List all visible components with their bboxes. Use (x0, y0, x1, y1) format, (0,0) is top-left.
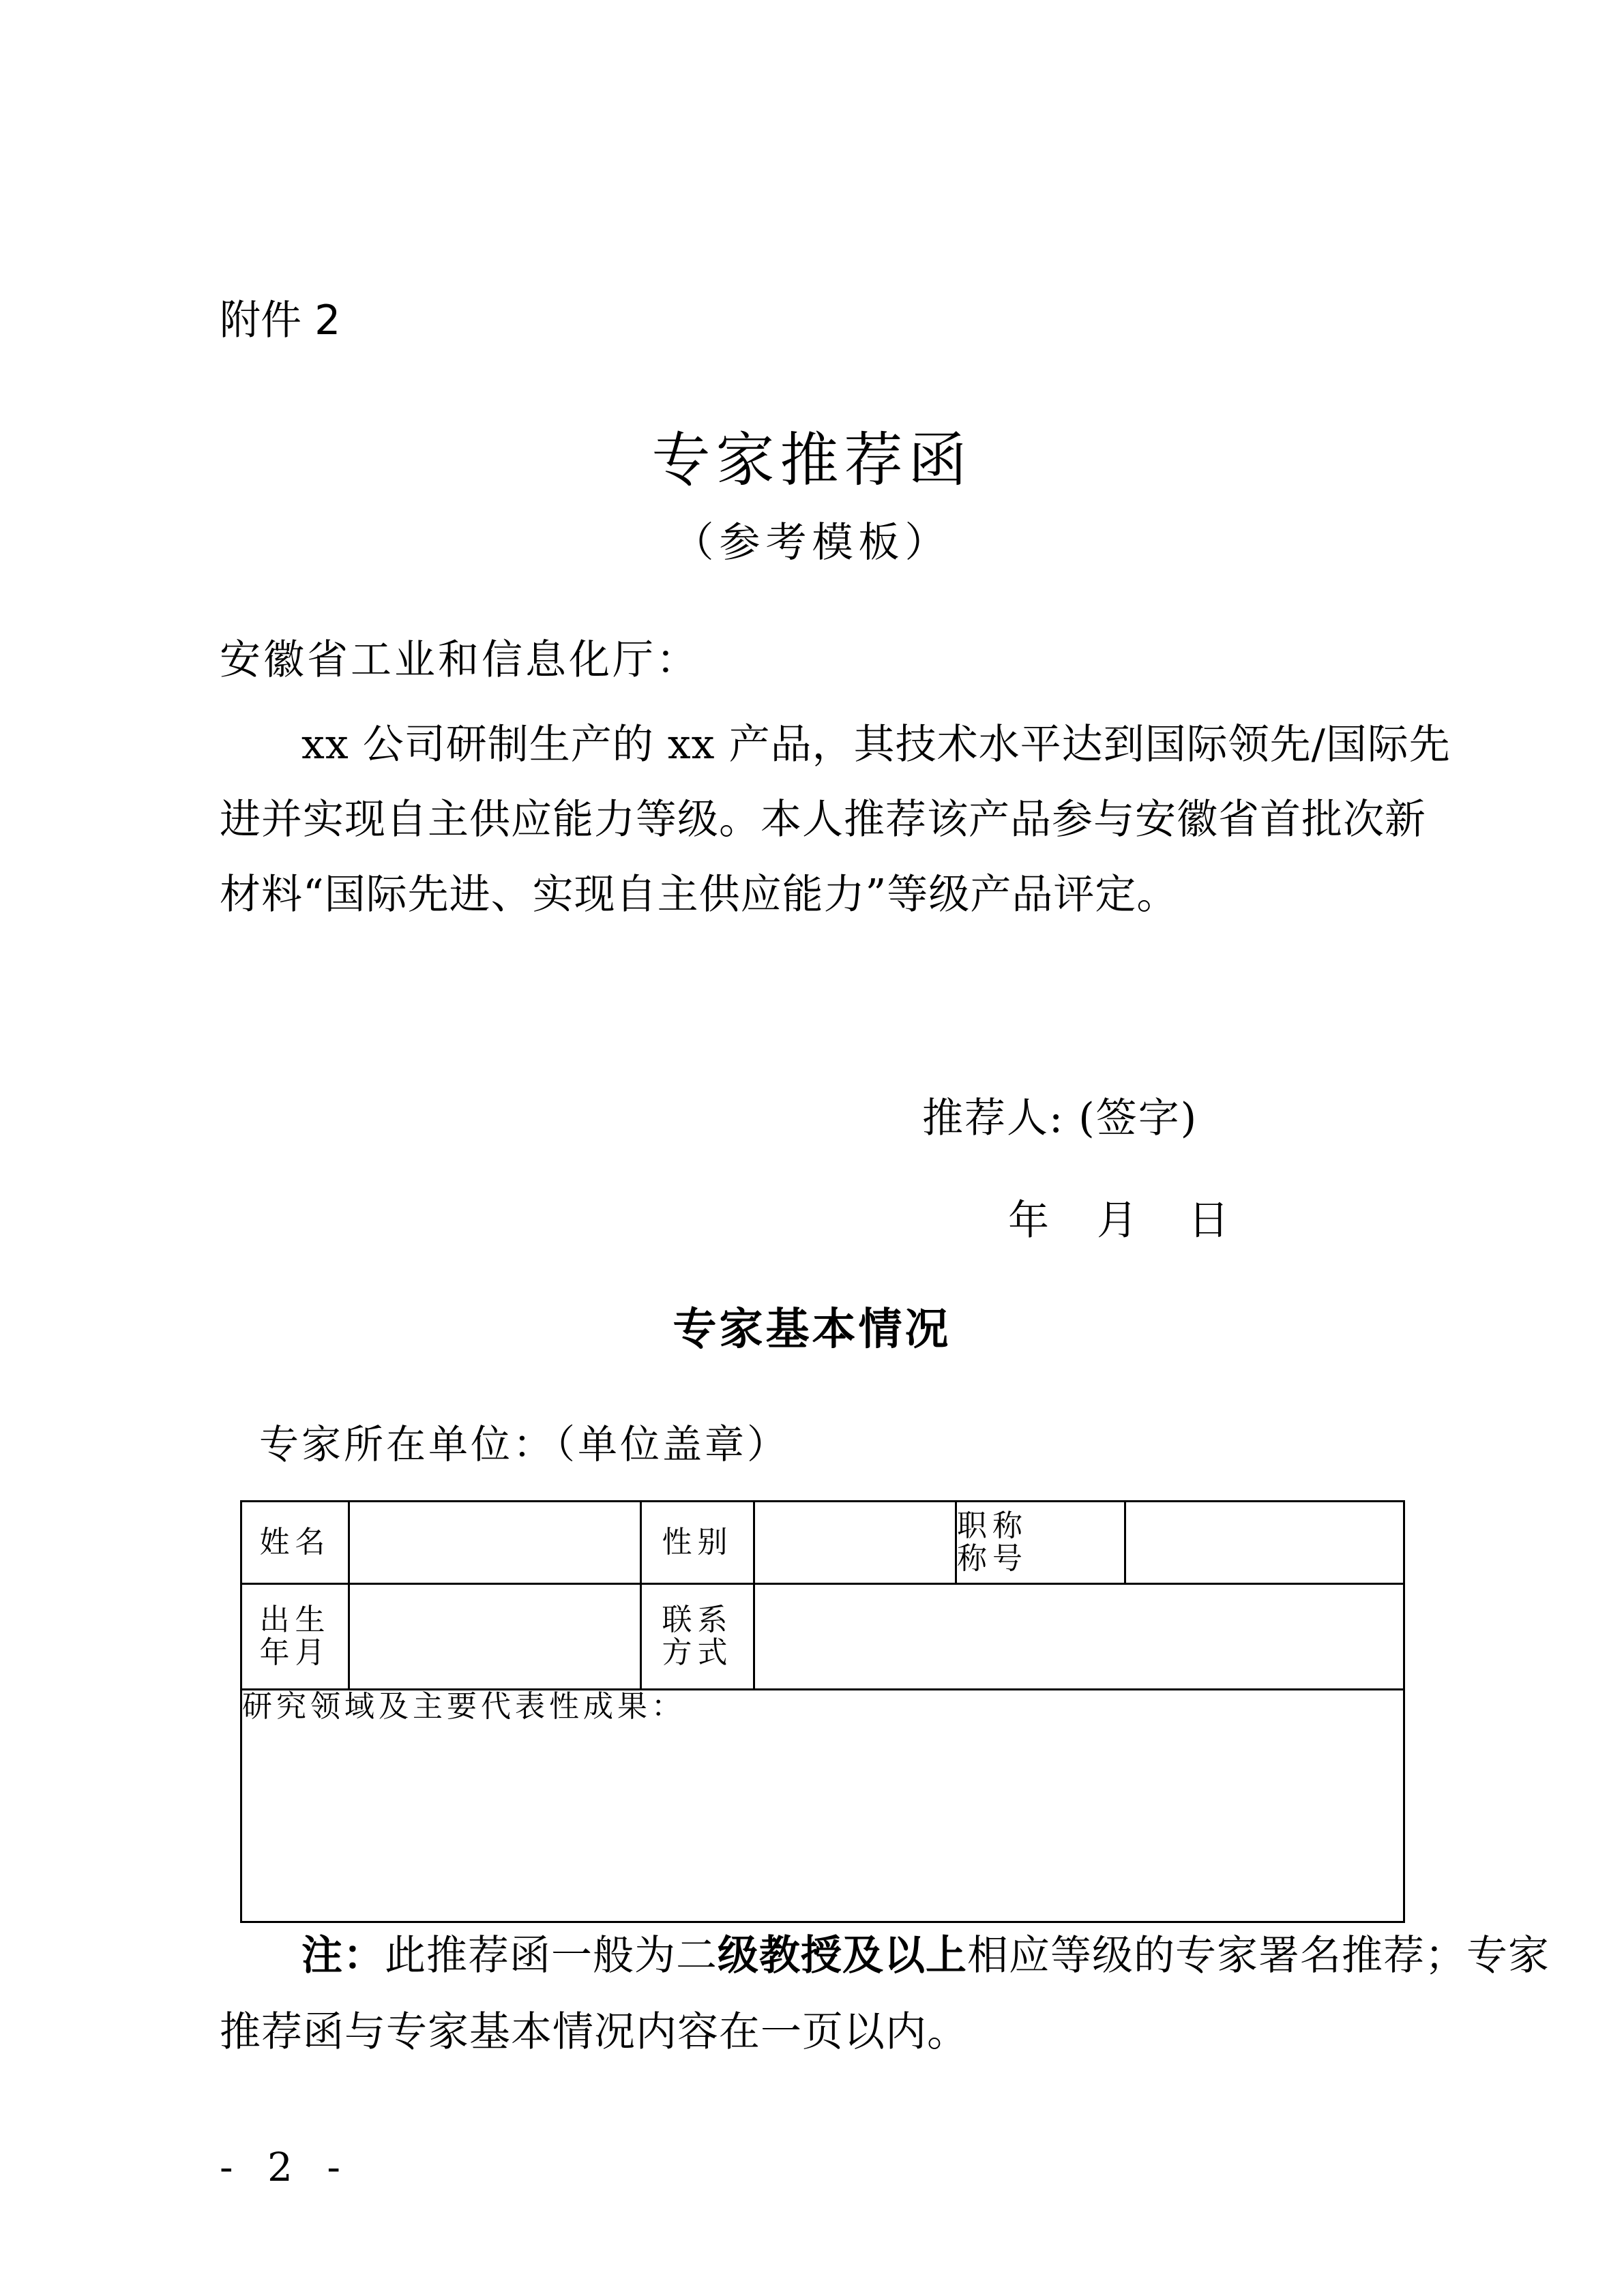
date-day: 日 (1188, 1197, 1229, 1244)
document-title: 专家推荐函 (651, 426, 973, 494)
note-line-2: 推荐函与专家基本情况内容在一页以内。 (220, 2008, 969, 2056)
date-year: 年 (1008, 1197, 1049, 1244)
table-row (241, 1690, 1404, 1922)
research-label: 研究领域及主要代表性成果： (242, 1689, 685, 1724)
contact-label-line-1: 联系 (662, 1602, 733, 1637)
body-line-3: 材料“国际先进、实现自主供应能力”等级产品评定。 (220, 871, 1179, 919)
document-subtitle: （参考模板） (673, 519, 951, 567)
page-number: - 2 - (220, 2144, 351, 2190)
note-bold-text: 级教授及以上 (718, 1932, 967, 1980)
expert-unit-line: 专家所在单位：（单位盖章） (259, 1421, 790, 1467)
gender-label: 性别 (641, 1502, 754, 1584)
attachment-label: 附件 2 (220, 297, 341, 344)
note-prefix: 注： (301, 1932, 385, 1980)
expert-info-table (240, 1500, 1405, 1923)
expert-info-title: 专家基本情况 (673, 1304, 951, 1355)
table-row (241, 1502, 1404, 1584)
title-label-line-1: 职称 (957, 1508, 1028, 1543)
birth-field[interactable] (349, 1584, 641, 1690)
title-label (956, 1502, 1125, 1584)
note-text-1: 此推荐函一般为二 (385, 1932, 718, 1980)
contact-label (641, 1584, 754, 1690)
name-label: 姓名 (241, 1502, 349, 1584)
birth-label (241, 1584, 349, 1690)
note-text-2: 相应等级的专家署名推荐；专家 (967, 1932, 1550, 1980)
birth-label-line-1: 出生 (259, 1602, 331, 1637)
title-label-line-2: 称号 (957, 1541, 1028, 1576)
research-field[interactable] (241, 1690, 1404, 1922)
gender-field[interactable] (754, 1502, 956, 1584)
date-month: 月 (1097, 1197, 1138, 1244)
body-line-1: xx 公司研制生产的 xx 产品，其技术水平达到国际领先/国际先 (301, 721, 1451, 769)
birth-label-line-2: 年月 (259, 1635, 331, 1670)
table-row (241, 1584, 1404, 1690)
name-field[interactable] (349, 1502, 641, 1584)
contact-field[interactable] (754, 1584, 1404, 1690)
note-line-1 (301, 1928, 1550, 1983)
contact-label-line-2: 方式 (662, 1635, 733, 1670)
recipient-line: 安徽省工业和信息化厅： (220, 636, 700, 684)
body-line-2: 进并实现自主供应能力等级。本人推荐该产品参与安徽省首批次新 (220, 796, 1426, 844)
recommender-signature-line: 推荐人: (签字) (922, 1094, 1198, 1142)
title-field[interactable] (1125, 1502, 1404, 1584)
